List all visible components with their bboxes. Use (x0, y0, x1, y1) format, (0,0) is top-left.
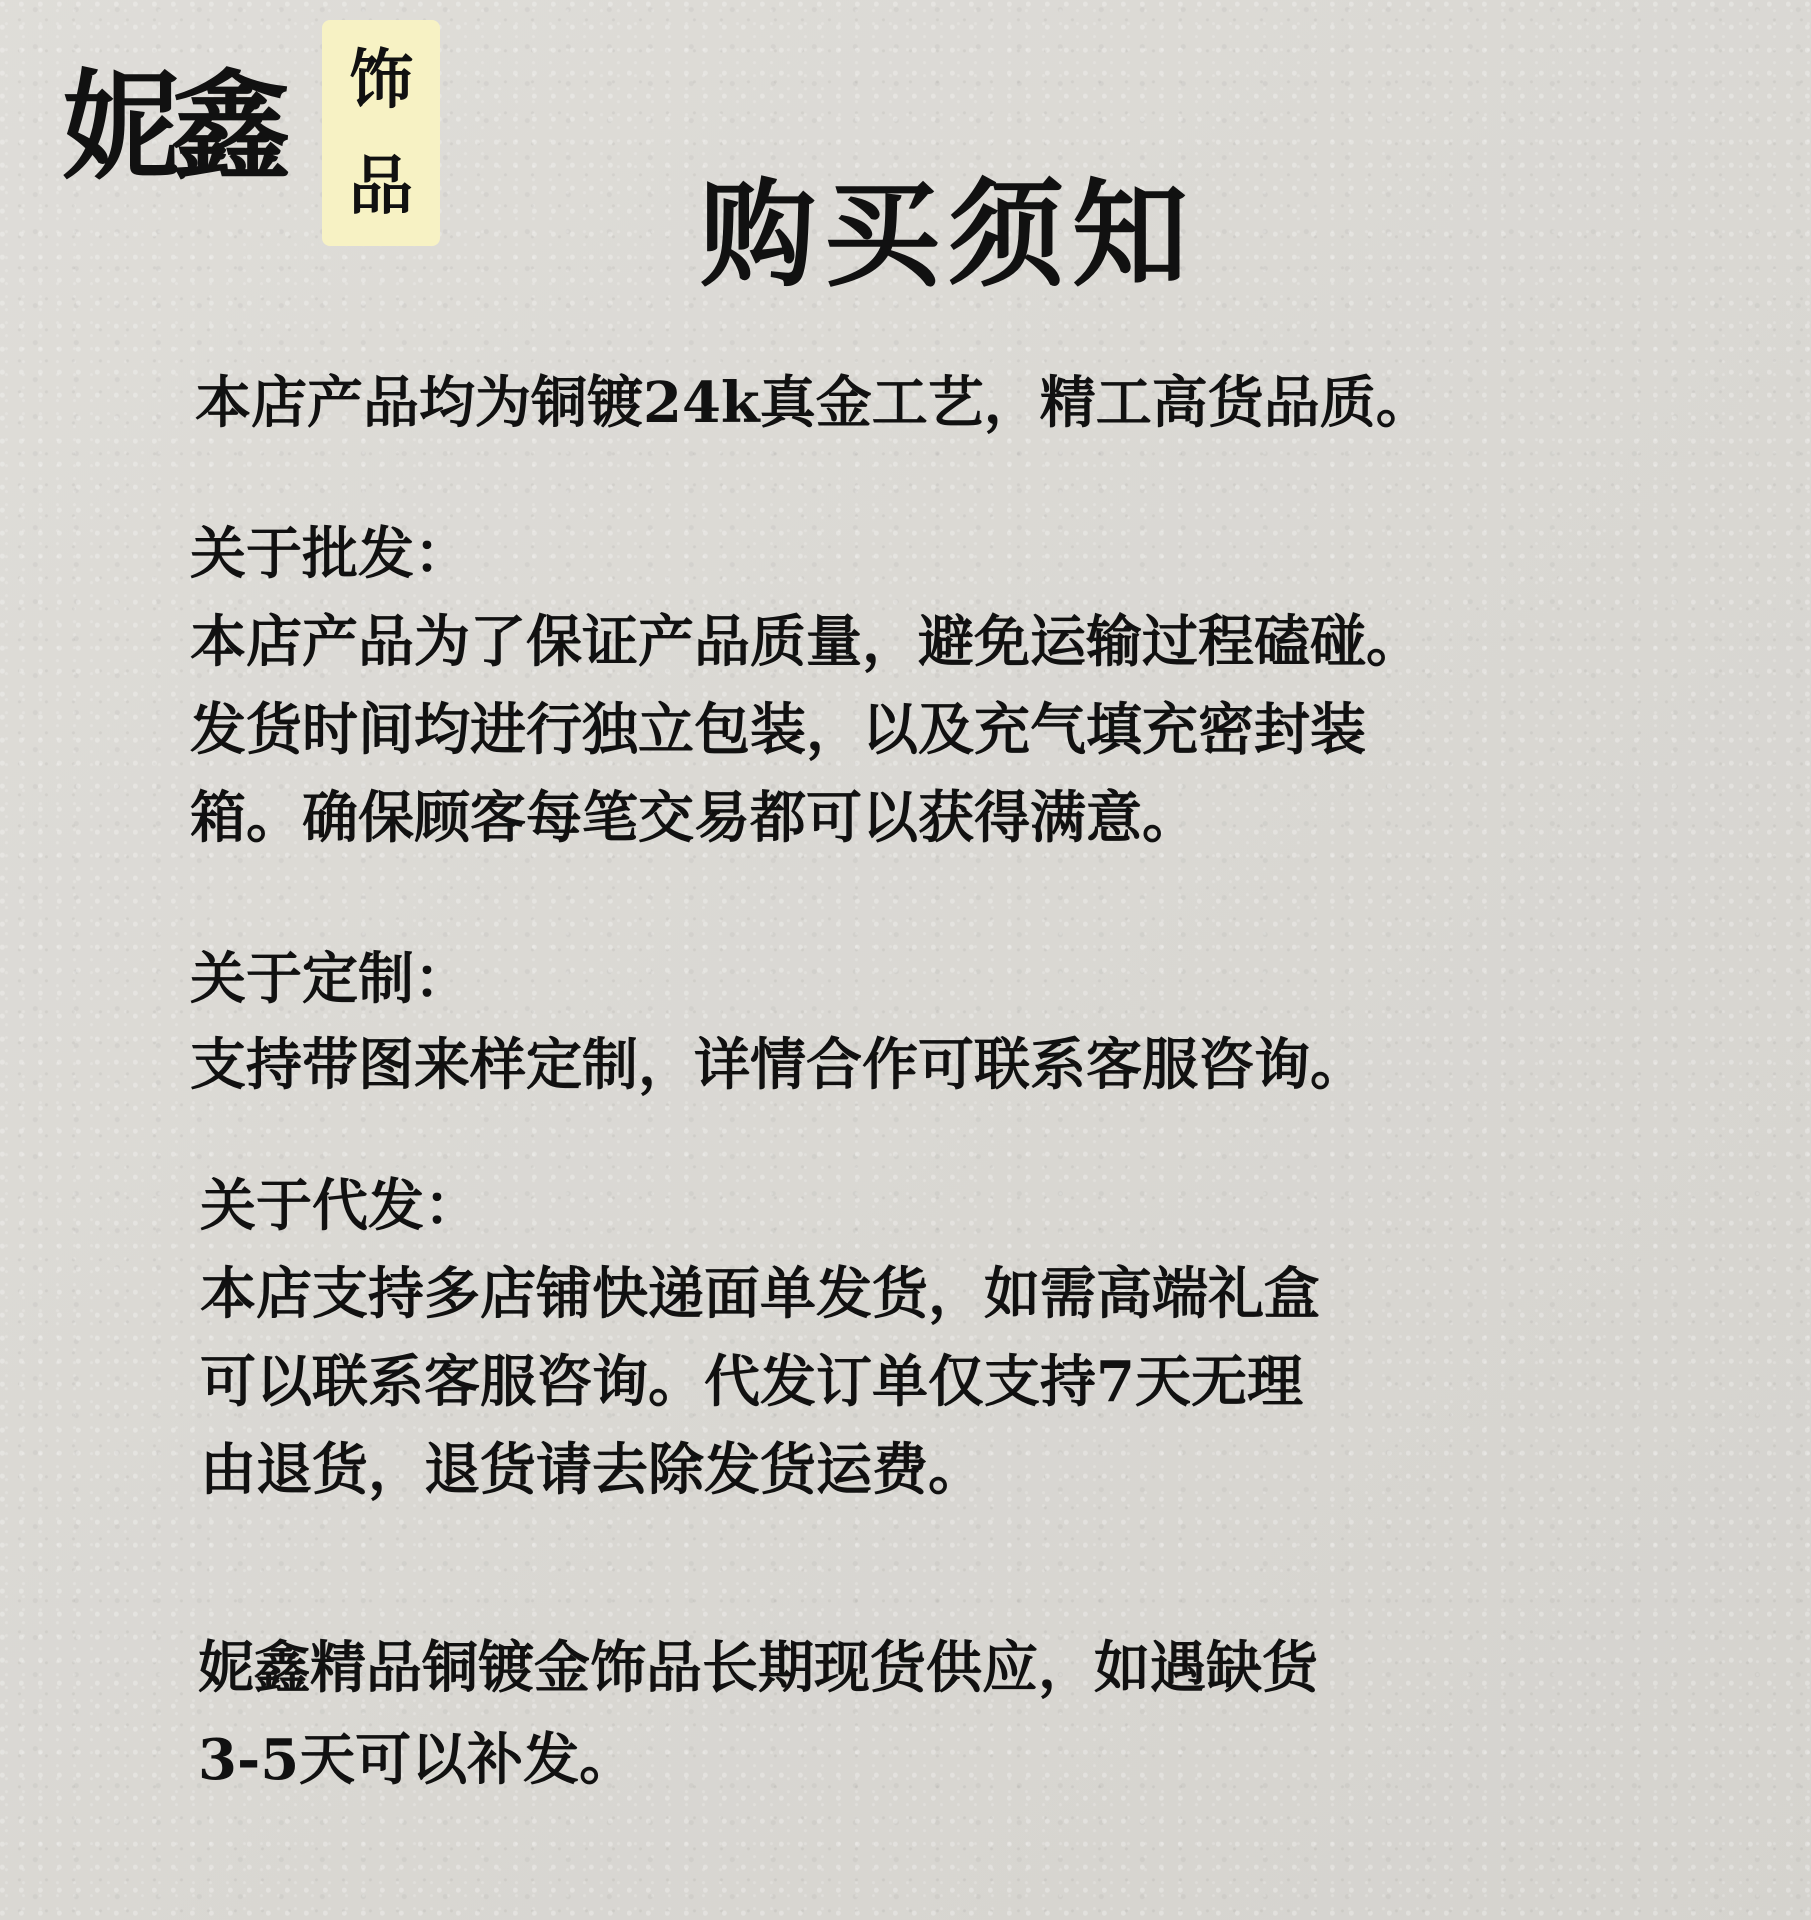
brand-seal-bottom: 品 (349, 149, 413, 224)
dropship-line-1: 本店支持多店铺快递面单发货，如需高端礼盒 (200, 1261, 1320, 1327)
brand-name: 妮鑫 (62, 57, 283, 196)
intro-text: 本店产品均为铜镀24k真金工艺，精工高货品质。 (195, 370, 1432, 436)
footer-line-1: 妮鑫精品铜镀金饰品长期现货供应，如遇缺货 (198, 1635, 1318, 1701)
brand-logo (62, 20, 452, 250)
footer-note (198, 1622, 1318, 1806)
dropship-line-2: 可以联系客服咨询。代发订单仅支持7天无理 (200, 1349, 1303, 1415)
wholesale-section (190, 510, 1422, 862)
dropship-section (200, 1162, 1320, 1514)
dropship-line-3: 由退货，退货请去除发货运费。 (200, 1437, 984, 1503)
dropship-heading: 关于代发： (200, 1173, 480, 1239)
custom-line-1: 支持带图来样定制，详情合作可联系客服咨询。 (190, 1032, 1366, 1098)
custom-section (190, 936, 1366, 1108)
custom-heading: 关于定制： (190, 946, 470, 1012)
brand-seal (322, 20, 440, 246)
wholesale-line-2: 发货时间均进行独立包装，以及充气填充密封装 (190, 697, 1366, 763)
wholesale-heading: 关于批发： (190, 521, 470, 587)
footer-line-2: 3-5天可以补发。 (198, 1727, 636, 1793)
wholesale-line-1: 本店产品为了保证产品质量，避免运输过程磕碰。 (190, 609, 1422, 675)
wholesale-line-3: 箱。确保顾客每笔交易都可以获得满意。 (190, 785, 1198, 851)
brand-seal-top: 饰 (349, 43, 413, 118)
page-title: 购买须知 (700, 166, 1196, 303)
